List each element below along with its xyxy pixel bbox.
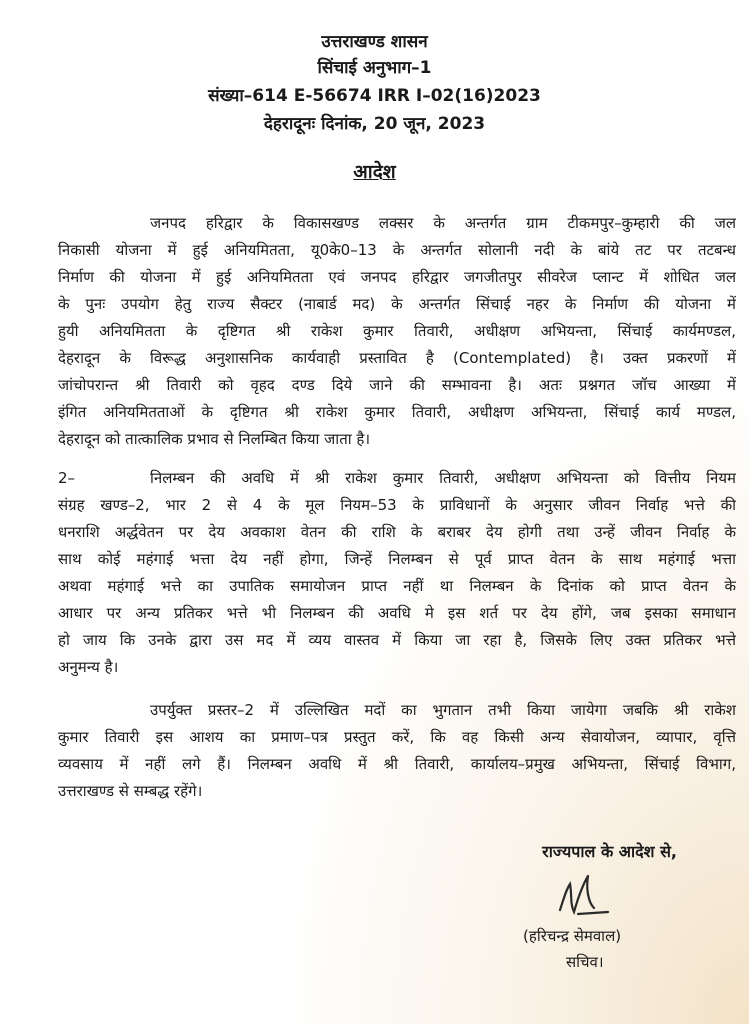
para1-line: देहरादून को तात्कालिक प्रभाव से निलम्बित किया जाता है। — [58, 430, 371, 448]
header-section: सिंचाई अनुभाग–1 — [317, 58, 432, 78]
para2-line: साथ कोई महंगाई भत्ता देय नहीं होगा, जिन्हें निलम्बन से पूर्व प्राप्त वेतन के साथ महंगाई भत्ता — [58, 550, 736, 568]
para3-line: कुमार तिवारी इस आशय का प्रमाण–पत्र प्रस्तुत करें, कि वह किसी अन्य सेवायोजन, व्यापार, वृत्ति — [58, 728, 736, 746]
header-place-date: देहरादूनः दिनांक, 20 जून, 2023 — [263, 114, 486, 134]
para3-line: उपर्युक्त प्रस्तर–2 में उल्लिखित मदों का भुगतान तभी किया जायेगा जबकि श्री राकेश — [150, 701, 736, 719]
signatory-designation: सचिव। — [566, 953, 604, 971]
para1-line: हुयी अनियमितता के दृष्टिगत श्री राकेश कुमार तिवारी, अधीक्षण अभियन्ता, सिंचाई कार्यमण्डल, — [58, 322, 736, 340]
para1-line: जांचोपरान्त श्री तिवारी को वृहद दण्ड दिये जाने की सम्भावना है। अतः प्रश्नगत जॉच आख्या में — [58, 376, 736, 394]
para2-line: अनुमन्य है। — [58, 658, 119, 676]
signatory-name: (हरिचन्द्र सेमवाल) — [523, 927, 622, 945]
para2-line: संग्रह खण्ड–2, भार 2 से 4 के मूल नियम–53 के प्राविधानों के अनुसार जीवन निर्वाह भत्ते की — [58, 496, 736, 514]
para1-line: इंगित अनियमितताओं के दृष्टिगत श्री राकेश कुमार तिवारी, अधीक्षण अभियन्ता, सिंचाई कार्य मण्डल, — [58, 403, 736, 421]
para1-line: निर्माण की योजना में हुई अनियमितता एवं जनपद हरिद्वार जगजीतपुर सीवरेज प्लान्ट में शोधित जल — [58, 268, 736, 286]
para2-line: आधार पर अन्य प्रतिकर भत्ते भी निलम्बन की अवधि मे इस शर्त पर देय होंगे, जब इसका समाधान — [58, 604, 736, 622]
para2-line: हो जाय कि उनके द्वारा उस मद में व्यय वास्तव में किया जा रहा है, जिसके लिए उक्त प्रतिकर भत्ते — [58, 631, 736, 649]
document-title: आदेश — [353, 161, 396, 183]
para2-line: अथवा महंगाई भत्ते का उपातिक समायोजन प्राप्त नहीं था निलम्बन के दिनांक को प्राप्त वेतन के — [58, 577, 736, 595]
para2-line: निलम्बन की अवधि में श्री राकेश कुमार तिवारी, अधीक्षण अभियन्ता को वित्तीय नियम — [150, 469, 736, 487]
para1-line: जनपद हरिद्वार के विकासखण्ड लक्सर के अन्तर्गत ग्राम टीकमपुर–कुम्हारी की जल — [150, 214, 736, 232]
header-state-government: उत्तराखण्ड शासन — [321, 32, 428, 52]
by-order-of-governor: राज्यपाल के आदेश से, — [542, 842, 677, 861]
signature-mark — [548, 868, 638, 928]
para3-line: उत्तराखण्ड से सम्बद्ध रहेंगे। — [58, 782, 203, 800]
para3-line: व्यवसाय में नहीं लगे हैं। निलम्बन अवधि में श्री तिवारी, कार्यालय–प्रमुख अभियन्ता, सिंचाई विभाग, — [58, 755, 736, 773]
para1-line: के पुनः उपयोग हेतु राज्य सैक्टर (नाबार्ड मद) के अन्तर्गत सिंचाई नहर के निर्माण की योजना में — [58, 295, 736, 313]
para1-line: देहरादून के विरूद्ध अनुशासनिक कार्यवाही प्रस्तावित है (Contemplated) है। उक्त प्रकरणों में — [58, 349, 736, 367]
header-reference-number: संख्या–614 E-56674 IRR I–02(16)2023 — [208, 86, 541, 106]
para1-line: निकासी योजना में हुई अनियमितता, यू0के0–13 के अन्तर्गत सोलानी नदी के बांये तट पर तटबन्ध — [58, 241, 736, 259]
para2-number: 2– — [58, 469, 76, 487]
para2-line: धनराशि अर्द्धवेतन पर देय अवकाश वेतन की राशि के बराबर देय होगी तथा उन्हें जीवन निर्वाह के — [58, 523, 736, 541]
